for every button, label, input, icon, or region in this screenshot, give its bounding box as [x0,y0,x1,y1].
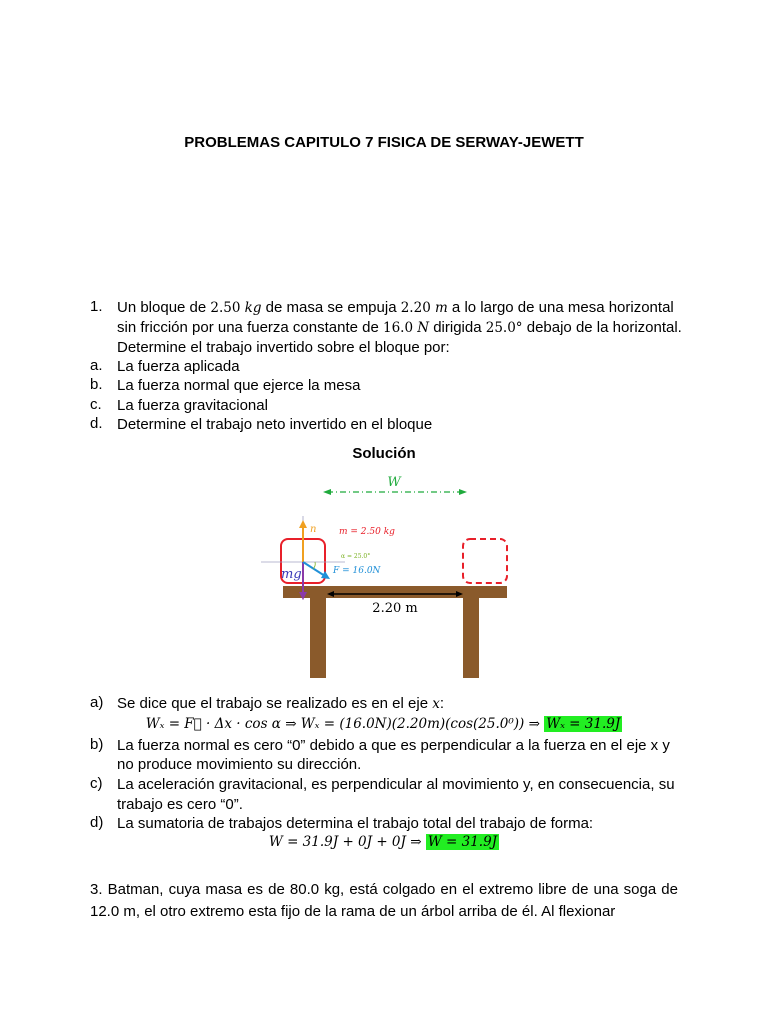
item-text: La fuerza aplicada [117,358,240,375]
item-marker: d. [90,415,103,432]
distance-unit: m [434,300,448,316]
problem-number: 1. [90,298,103,315]
mass-unit: kg [244,300,262,316]
answer-c-line-1: La aceleración gravitacional, es perpendicular al movimiento y, en consecuencia, su [117,776,675,793]
problem-1-line-1 [117,298,674,319]
mass-value: 2.50 [210,300,241,316]
w-arrow-head-right [459,489,467,495]
answer-marker: c) [90,775,103,792]
text-span: Un bloque de [117,299,211,316]
equation-text: Wₓ = F⃗ · Δx · cos α ⇒ Wₓ = (16.0N)(2.20m)(cos(25.0⁰)) ⇒ [145,716,545,732]
equation-result-highlight: W = 31.9J [427,834,498,850]
distance-value: 2.20 [400,300,431,316]
item-marker: c. [90,396,102,413]
n-label: n [310,524,317,535]
w-label: W [387,475,401,490]
physics-diagram [255,470,515,682]
w-arrow-head-left [323,489,331,495]
total-work-equation [0,833,768,850]
table-leg-right [463,598,479,678]
item-marker: a. [90,357,103,374]
answer-b-line-2: no produce movimiento su dirección. [117,756,362,773]
item-text: La fuerza normal que ejerce la mesa [117,377,361,394]
mg-label: mg [281,567,302,582]
problem-1-line-2 [117,318,682,339]
item-text: La fuerza gravitacional [117,397,268,414]
problem-3-text: 3. Batman, cuya masa es de 80.0 kg, está colgado en el extremo libre de una soga de 12.0 m, el otro extremo esta fijo de la rama de un árbol arriba de él. Al flexionar [90,881,678,920]
force-value: 16.0 [383,320,414,336]
answer-b-line-1: La fuerza normal es cero “0” debido a que es perpendicular a la fuerza en el eje x y [117,737,670,754]
problem-1-line-3: Determine el trabajo invertido sobre el bloque por: [117,339,450,356]
axis-var: x [432,696,440,712]
text-span: Se dice que el trabajo se realizado es en el eje [117,695,433,712]
applied-force-vector [303,562,325,576]
text-span: : [439,695,445,712]
angle-label: α = 25.0° [341,553,371,560]
answer-marker: b) [90,736,104,753]
answer-marker: d) [90,814,104,831]
text-span: de masa se empuja [261,299,401,316]
solution-heading: Solución [352,445,416,462]
table-top [283,586,507,598]
distance-label: 2.20 m [372,601,418,616]
answer-c-line-2: trabajo es cero “0”. [117,796,243,813]
equation-text: W = 31.9J + 0J + 0J ⇒ [268,834,426,850]
angle-value: 25.0° [485,320,523,336]
text-span: a lo largo de una mesa horizontal [447,299,674,316]
answer-a-text [117,694,444,715]
normal-force-head [299,520,307,528]
answer-d-text: La sumatoria de trabajos determina el trabajo total del trabajo de forma: [117,815,594,832]
text-span: debajo de la horizontal. [522,319,682,336]
table-leg-left [310,598,326,678]
answer-marker: a) [90,694,104,711]
page-title: PROBLEMAS CAPITULO 7 FISICA DE SERWAY-JEWETT [184,134,584,151]
force-unit: N [417,320,430,336]
text-span: dirigida [429,319,486,336]
equation-result-highlight: Wₓ = 31.9J [546,716,621,732]
item-marker: b. [90,376,103,393]
text-span: sin fricción por una fuerza constante de [117,319,383,336]
block-final [463,539,507,583]
work-equation [0,715,768,732]
force-label: F = 16.0N [333,566,381,576]
mass-label: m = 2.50 kg [339,527,395,537]
item-text: Determine el trabajo neto invertido en el bloque [117,416,433,433]
